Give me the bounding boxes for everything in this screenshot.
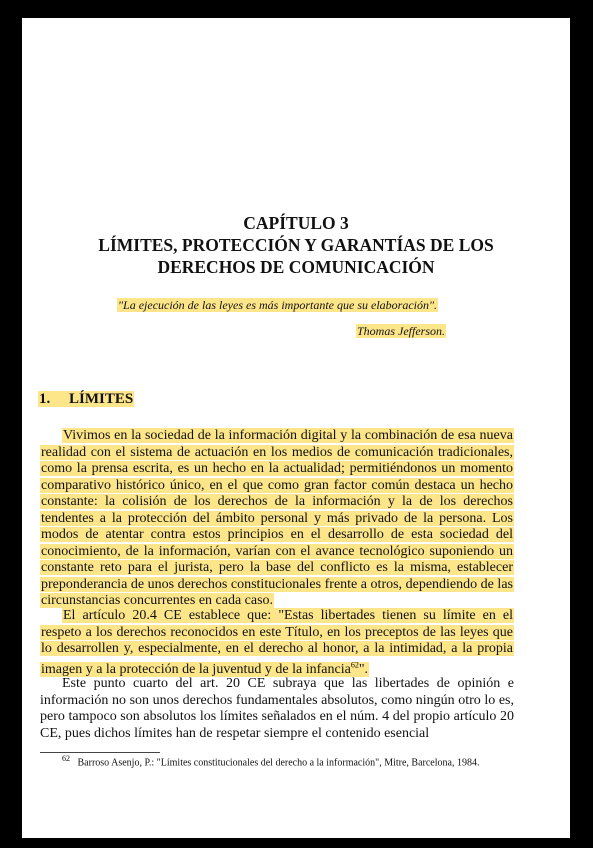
footnote-ref: 62 xyxy=(350,660,359,670)
paragraph-3: Este punto cuarto del art. 20 CE subraya que las libertades de opinión e información no son unos derechos fundamentales absolutos, como ningún otro lo es, pero tampoco son absolutos los límites señalados en el núm. 4 del propio artículo 20 CE, pues dichos límites han de respetar siempre el contenido esencial xyxy=(40,676,514,741)
footnote xyxy=(62,754,479,768)
chapter-title-line-1: LÍMITES, PROTECCIÓN Y GARANTÍAS DE LOS xyxy=(98,235,494,255)
chapter-heading xyxy=(22,212,570,278)
document-page xyxy=(22,18,570,838)
section-title: LÍMITES xyxy=(69,391,134,407)
footnote-divider xyxy=(40,752,160,753)
section-heading xyxy=(38,391,134,408)
epigraph-quote: "La ejecución de las leyes es más importante que su elaboración". xyxy=(118,298,438,312)
epigraph-author: Thomas Jefferson. xyxy=(357,324,445,338)
paragraph-2: El artículo 20.4 CE establece que: "Estas libertades tienen su límite en el respeto a los derechos reconocidos en este Título, en los preceptos de las leyes que lo desarrollen y, especialmente, en el derecho al honor, a la intimidad, a la propia imagen y a la protección de la juventud y de la infancia$^{62}$". xyxy=(41,608,513,678)
footnote-number: 62 xyxy=(62,754,70,763)
chapter-number: CAPÍTULO 3 xyxy=(243,213,349,233)
chapter-title-line-2: DERECHOS DE COMUNICACIÓN xyxy=(157,257,435,277)
section-number: 1. xyxy=(39,391,51,407)
paragraph-1: Vivimos en la sociedad de la información digital y la combinación de esa nueva realidad con el sistema de actuación en los medios de comunicación tradicionales, como la prensa escrita, es un hecho en la actualidad; permitiéndonos un momento comparativo histórico único, en el que como gran factor común destaca un hecho constante: la colisión de los derechos de la información y la de los derechos tendentes a la protección del ámbito personal y más privado de la persona. Los modos de atentar contra estos principios en el desarrollo de esta sociedad del conocimiento, de la información, varían con el avance tecnológico suponiendo un constante reto para el jurista, pero la base del conflicto es la misma, establecer preponderancia de unos derechos constitucionales frente a otros, dependiendo de las circunstancias concurrentes en cada caso. xyxy=(41,428,513,608)
footnote-text: Barroso Asenjo, P.: "Límites constitucionales del derecho a la información", Mitre, Barcelona, 1984. xyxy=(77,757,480,769)
